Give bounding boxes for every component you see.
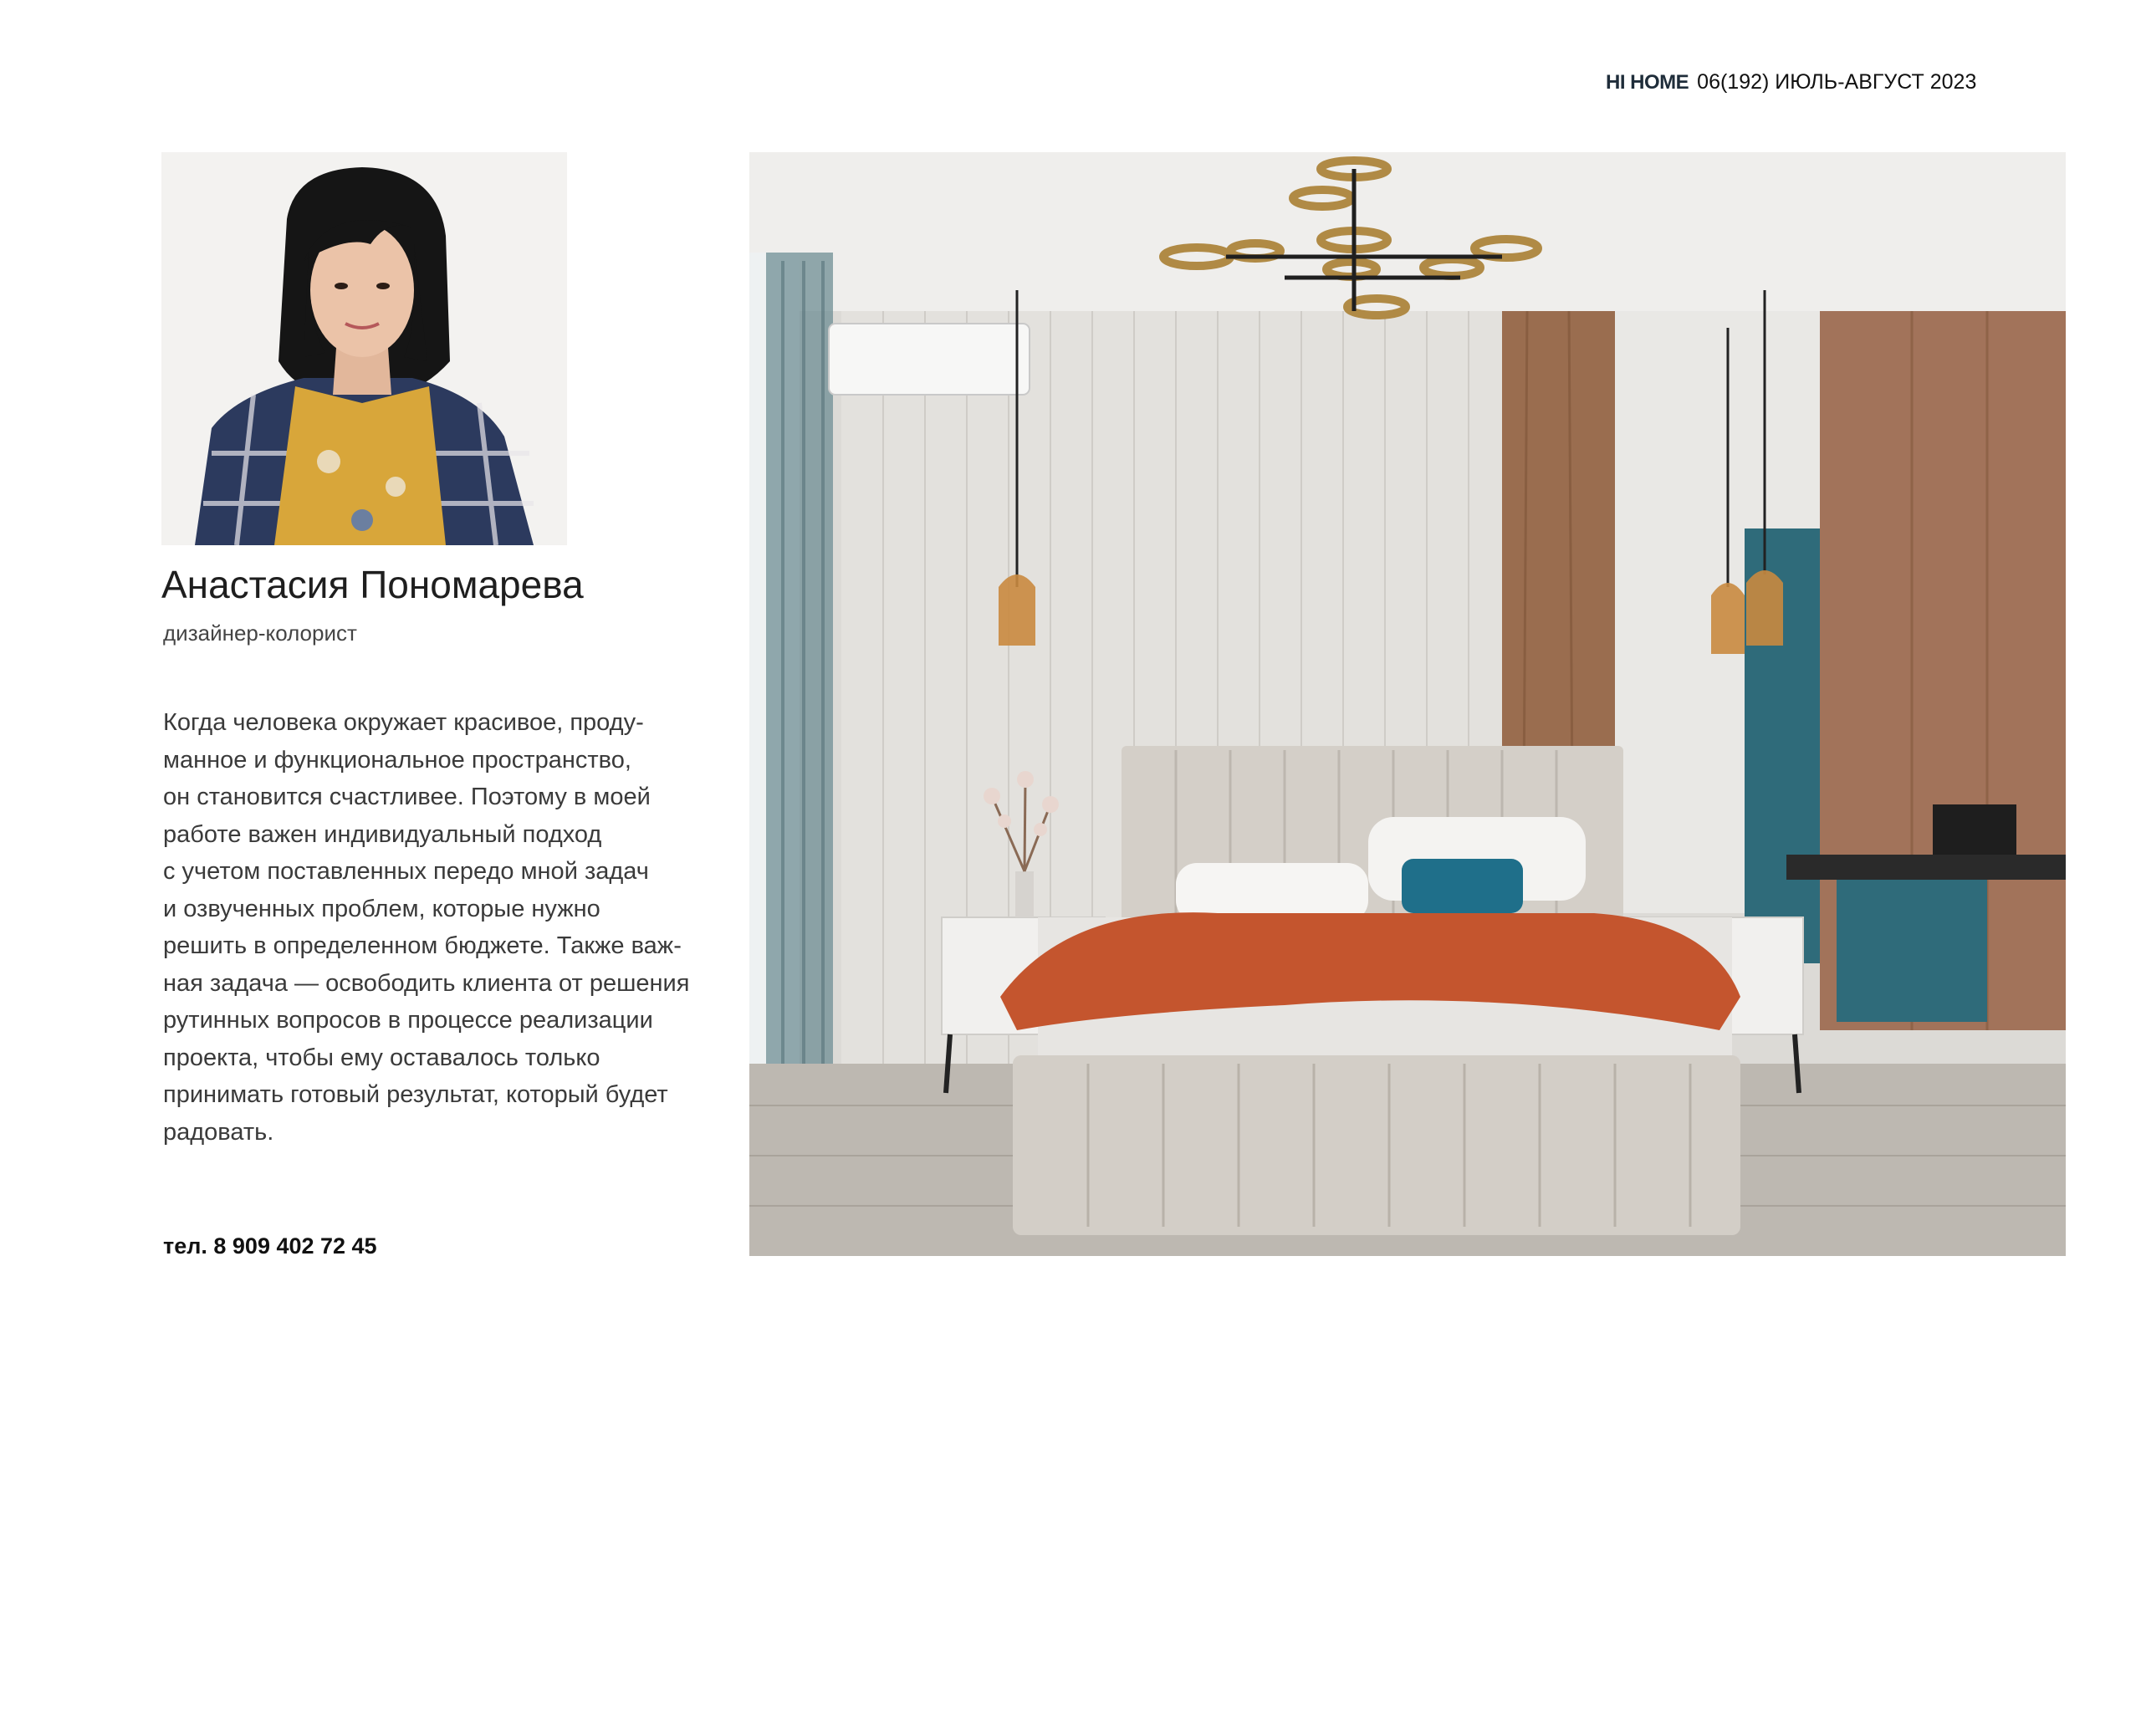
contact-phone: тел. 8 909 402 72 45: [163, 1233, 377, 1259]
bio-line: он становится счастливее. Поэтому в моей: [163, 784, 651, 810]
bio-line: радовать.: [163, 1118, 274, 1146]
bio-line: и озвученных проблем, которые нужно: [163, 895, 600, 922]
bio-line: решить в определенном бюджете. Также важ-: [163, 932, 682, 959]
bio-line: проекта, чтобы ему оставалось только: [163, 1044, 600, 1071]
bio-line: принимать готовый результат, который будет: [163, 1081, 668, 1108]
bio-line: Когда человека окружает красивое, проду-: [163, 709, 644, 736]
magazine-brand: HI HOME: [1606, 71, 1689, 94]
magazine-header: [1606, 70, 1976, 99]
designer-name: Анастасия Пономарева: [161, 563, 584, 606]
bio-line: манное и функциональное пространство,: [163, 746, 631, 774]
bio-line: ная задача — освободить клиента от решения: [163, 969, 690, 997]
designer-bio: [163, 704, 732, 1151]
bio-line: рутинных вопросов в процессе реализации: [163, 1007, 653, 1034]
bedroom-interior-image: [749, 152, 2066, 1256]
issue-info: 06(192) ИЮЛЬ-АВГУСТ 2023: [1697, 70, 1977, 94]
designer-portrait: [161, 152, 567, 545]
bio-line: с учетом поставленных передо мной задач: [163, 858, 649, 885]
bio-line: работе важен индивидуальный подход: [163, 820, 602, 848]
designer-role: дизайнер-колорист: [163, 620, 357, 646]
